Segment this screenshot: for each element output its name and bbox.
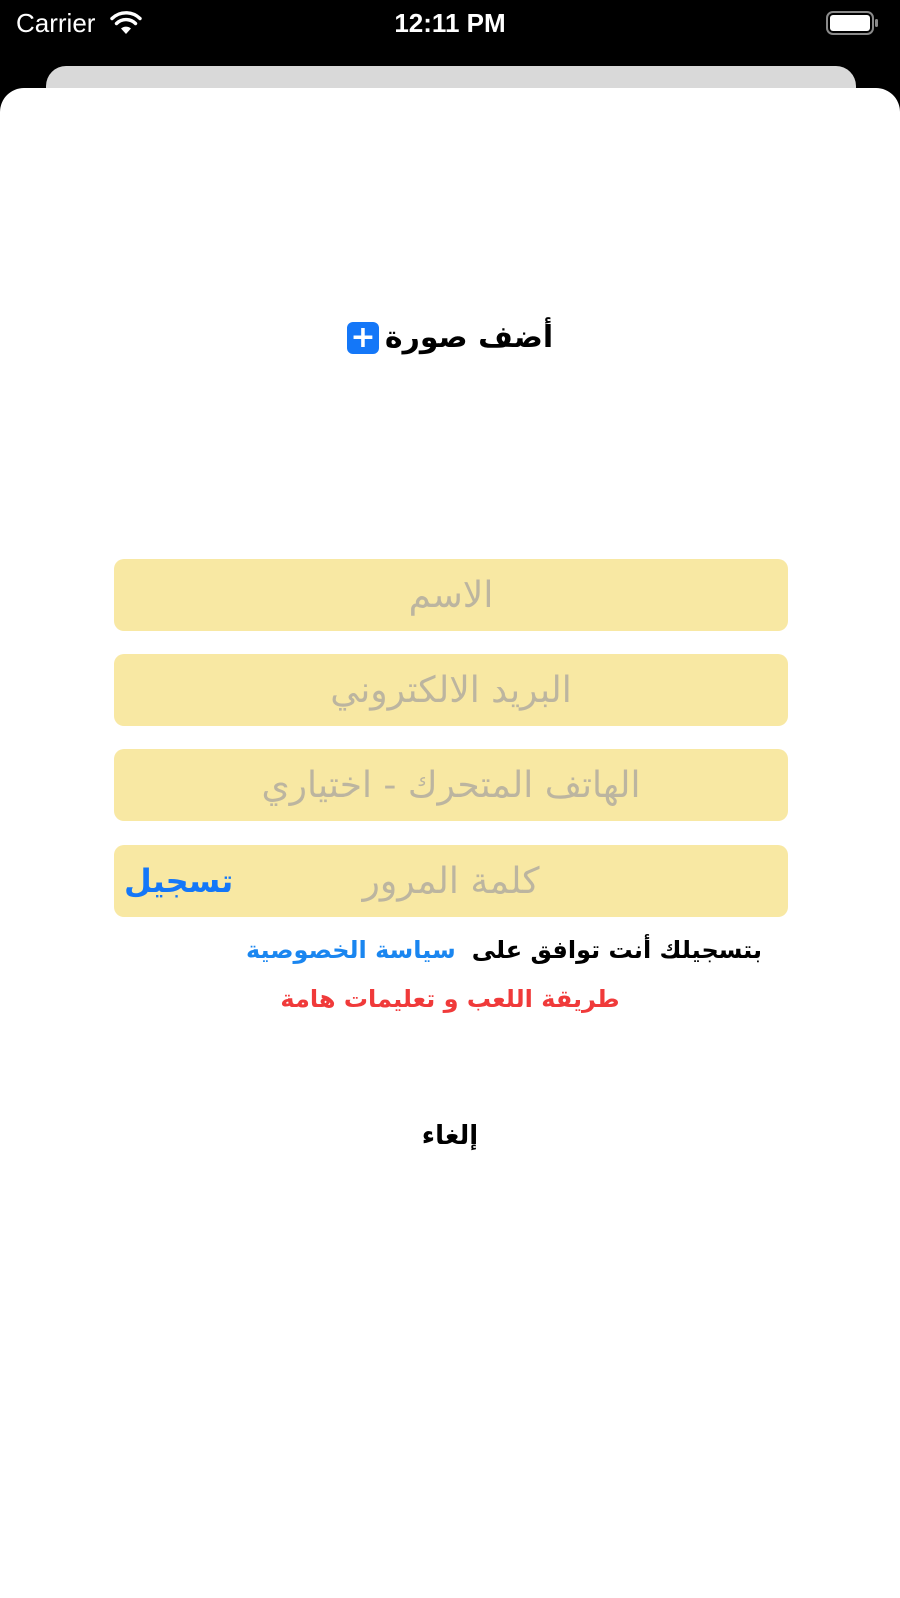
status-bar bbox=[0, 0, 900, 62]
add-photo-button[interactable] bbox=[0, 320, 900, 355]
name-field[interactable] bbox=[114, 559, 788, 631]
battery-icon bbox=[826, 11, 880, 35]
registration-sheet bbox=[0, 88, 900, 1598]
privacy-policy-link[interactable]: سياسة الخصوصية bbox=[246, 936, 456, 964]
cancel-button[interactable]: إلغاء bbox=[0, 1120, 900, 1152]
register-button[interactable]: تسجيل bbox=[124, 852, 233, 910]
terms-row bbox=[246, 936, 762, 964]
plus-icon: + bbox=[347, 322, 379, 354]
how-to-play-link[interactable]: طريقة اللعب و تعليمات هامة bbox=[280, 985, 620, 1013]
add-photo-label: أضف صورة bbox=[384, 320, 554, 355]
terms-text: بتسجيلك أنت توافق على bbox=[471, 936, 762, 964]
phone-field[interactable] bbox=[114, 749, 788, 821]
clock: 12:11 PM bbox=[394, 8, 506, 38]
email-field[interactable] bbox=[114, 654, 788, 726]
carrier-label: Carrier bbox=[16, 8, 96, 38]
